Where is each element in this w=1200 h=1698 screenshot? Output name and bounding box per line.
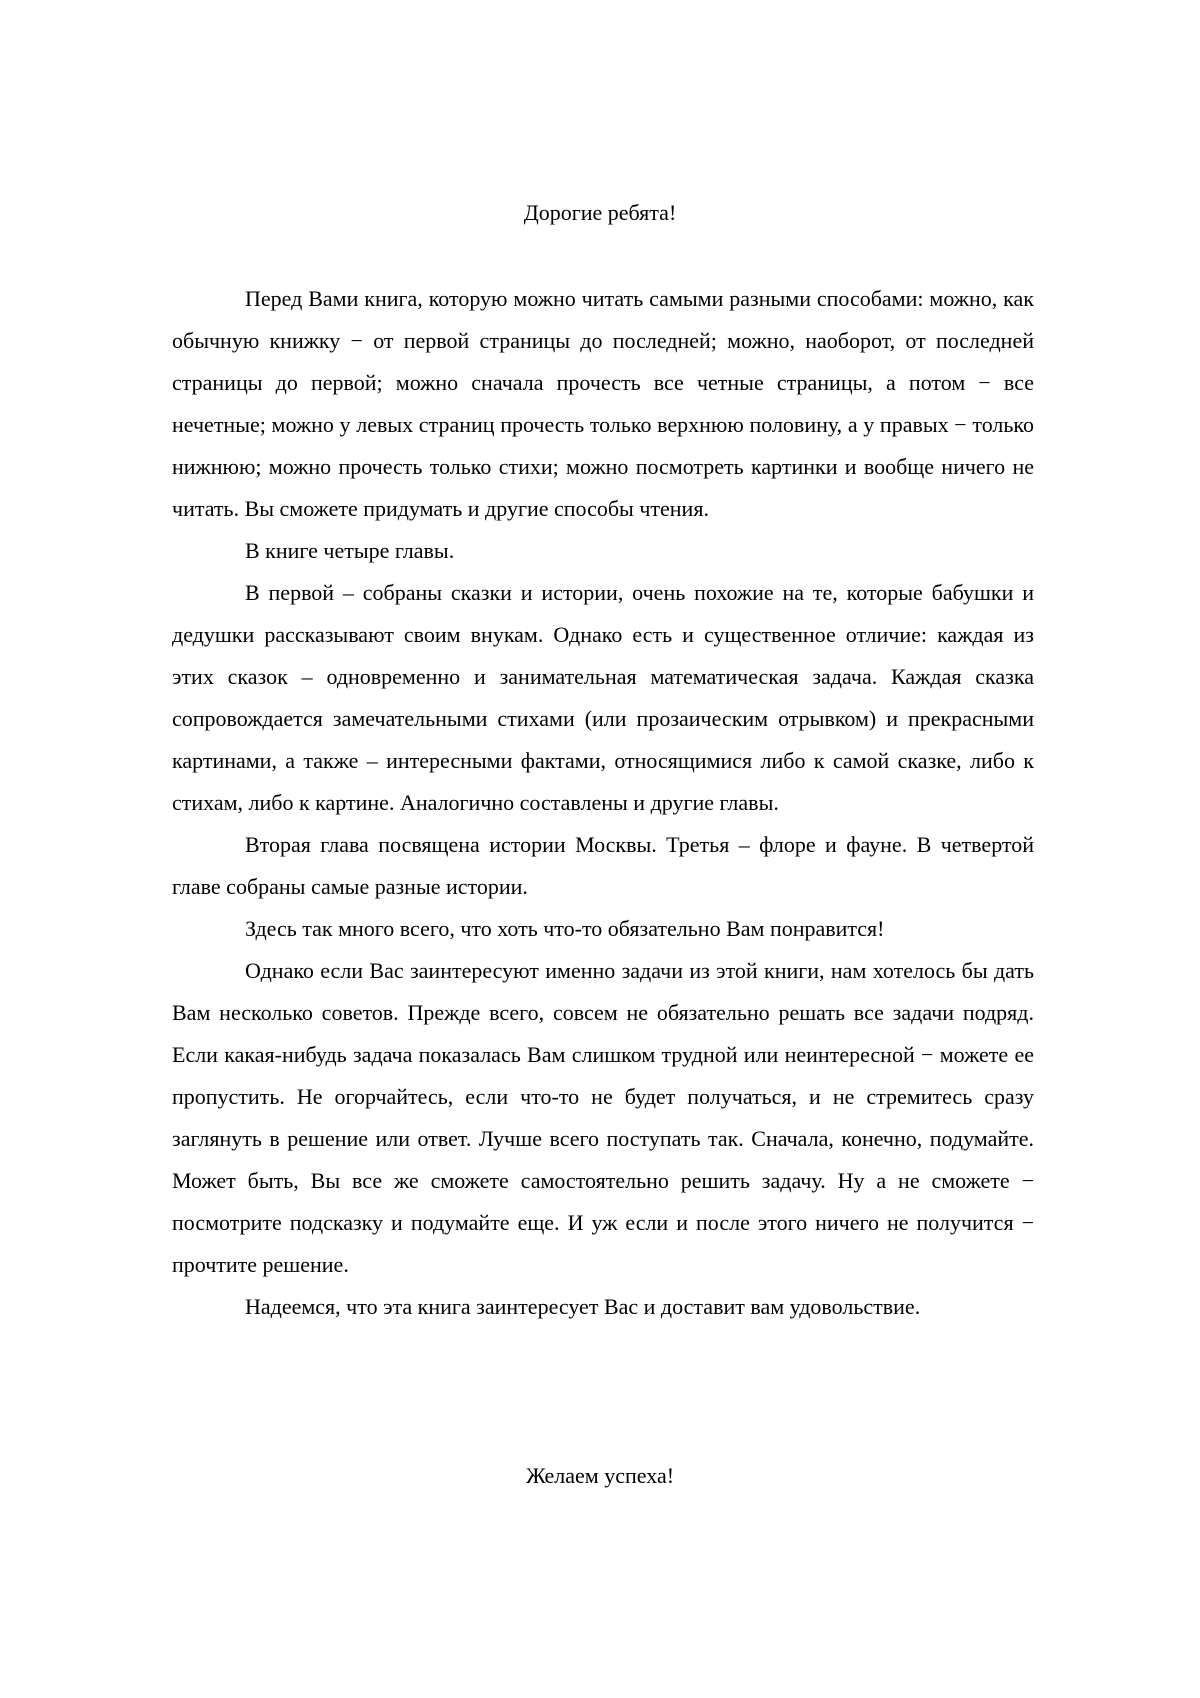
closing-line: Желаем успеха! [525,1463,675,1488]
paragraph-hope: Надеемся, что эта книга заинтересует Вас и доставит вам удовольствие. [245,1294,921,1319]
paragraph-first-chapter: В первой – собраны сказки и истории, очень похожие на те, которые бабушки и дедушки рассказывают своим внукам. Однако есть и существенное отличие: каждая из этих сказок – одновременно и занимательная математическая задача. Каждая сказка сопровождается замечательными стихами (или прозаическим отрывком) и прекрасными картинами, а также – интересными фактами, относящимися либо к самой сказке, либо к стихам, либо к картине. Аналогично составлены и другие главы. [172,580,1034,815]
body-text [172,278,1034,1328]
paragraph-advice: Однако если Вас заинтересуют именно задачи из этой книги, нам хотелось бы дать Вам несколько советов. Прежде всего, совсем не обязательно решать все задачи подряд. Если какая-нибудь задача показалась Вам слишком трудной или неинтересной − можете ее пропустить. Не огорчайтесь, если что-то не будет получаться, и не стремитесь сразу заглянуть в решение или ответ. Лучше всего поступать так. Сначала, конечно, подумайте. Может быть, Вы все же сможете самостоятельно решить задачу. Ну а не сможете − посмотрите подсказку и подумайте еще. И уж если и после этого ничего не получится − прочтите решение. [172,958,1034,1277]
greeting-heading: Дорогие ребята! [523,200,677,225]
paragraph-four-chapters: В книге четыре главы. [245,538,455,563]
paragraph-other-chapters: Вторая глава посвящена истории Москвы. Третья – флоре и фауне. В четвертой главе собраны самые разные истории. [172,832,1034,899]
paragraph-ways-to-read: Перед Вами книга, которую можно читать самыми разными способами: можно, как обычную книжку − от первой страницы до последней; можно, наоборот, от последней страницы до первой; можно сначала прочесть все четные страницы, а потом − все нечетные; можно у левых страниц прочесть только верхнюю половину, а у правых − только нижнюю; можно прочесть только стихи; можно посмотреть картинки и вообще ничего не читать. Вы сможете придумать и другие способы чтения. [172,286,1034,521]
paragraph-something-for-you: Здесь так много всего, что хоть что-то обязательно Вам понравится! [245,916,885,941]
